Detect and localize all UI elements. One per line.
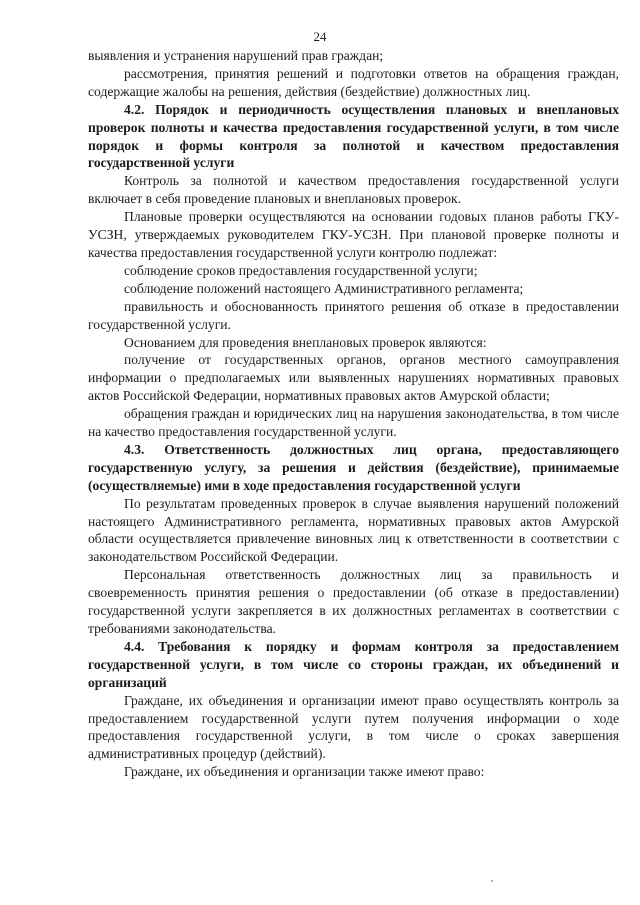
scan-speck: [491, 880, 493, 882]
paragraph: По результатам проведенных проверок в случае выявления нарушений положений настоящего Административного регламента, нормативных правовых актов Амурской области осуществляется привлечение виновных лиц к ответственности в соответствии с законодательством Российской Федерации.: [88, 495, 619, 565]
paragraph: Граждане, их объединения и организации также имеют право:: [124, 764, 485, 780]
document-body: [88, 47, 619, 781]
page-number: 24: [313, 29, 327, 44]
paragraph: получение от государственных органов, органов местного самоуправления информации о предполагаемых или выявленных нарушениях нормативных правовых актов Российской Федерации, нормативных правовых актов Амурской области;: [88, 352, 619, 404]
paragraph: Основанием для проведения внеплановых проверок являются:: [124, 334, 487, 350]
section-heading: 4.4. Требования к порядку и формам контроля за предоставлением государственной услуги, в том числе со стороны граждан, их объединений и организаций: [88, 638, 619, 690]
paragraph: рассмотрения, принятия решений и подготовки ответов на обращения граждан, содержащие жалобы на решения, действия (бездействие) должностных лиц.: [88, 65, 619, 99]
paragraph: обращения граждан и юридических лиц на нарушения законодательства, в том числе на качество предоставления государственной услуги.: [88, 406, 619, 440]
paragraph: Персональная ответственность должностных лиц за правильность и своевременность принятия решения о предоставлении (об отказе в предоставлении) государственной услуги закрепляется в их должностных регламентах в соответствии с требованиями законодательства.: [88, 567, 619, 636]
paragraph: соблюдение положений настоящего Административного регламента;: [124, 280, 524, 296]
paragraph: Контроль за полнотой и качеством предоставления государственной услуги включает в себя проведение плановых и внеплановых проверок.: [88, 173, 619, 207]
paragraph: Плановые проверки осуществляются на основании годовых планов работы ГКУ-УСЗН, утверждаемых руководителем ГКУ-УСЗН. При плановой проверке полноты и качества предоставления государственной услуги контролю подлежат:: [88, 209, 619, 260]
paragraph: соблюдение сроков предоставления государственной услуги;: [124, 262, 478, 278]
paragraph: выявления и устранения нарушений прав граждан;: [88, 48, 384, 63]
section-heading: 4.3. Ответственность должностных лиц органа, предоставляющего государственную услугу, за решения и действия (бездействие), принимаемые (осуществляемые) ими в ходе предоставления государственной услуги: [88, 441, 619, 493]
paragraph: правильность и обоснованность принятого решения об отказе в предоставлении государственной услуги.: [88, 298, 619, 332]
paragraph: Граждане, их объединения и организации имеют право осуществлять контроль за предоставлением государственной услуги путем получения информации о ходе предоставления государственной услуги, в том числе о сроках завершения административных процедур (действий).: [88, 692, 619, 762]
section-heading: 4.2. Порядок и периодичность осуществления плановых и внеплановых проверок полноты и качества предоставления государственной услуги, в том числе порядок и формы контроля за полнотой и качеством предоставления государственной услуги: [88, 101, 619, 171]
